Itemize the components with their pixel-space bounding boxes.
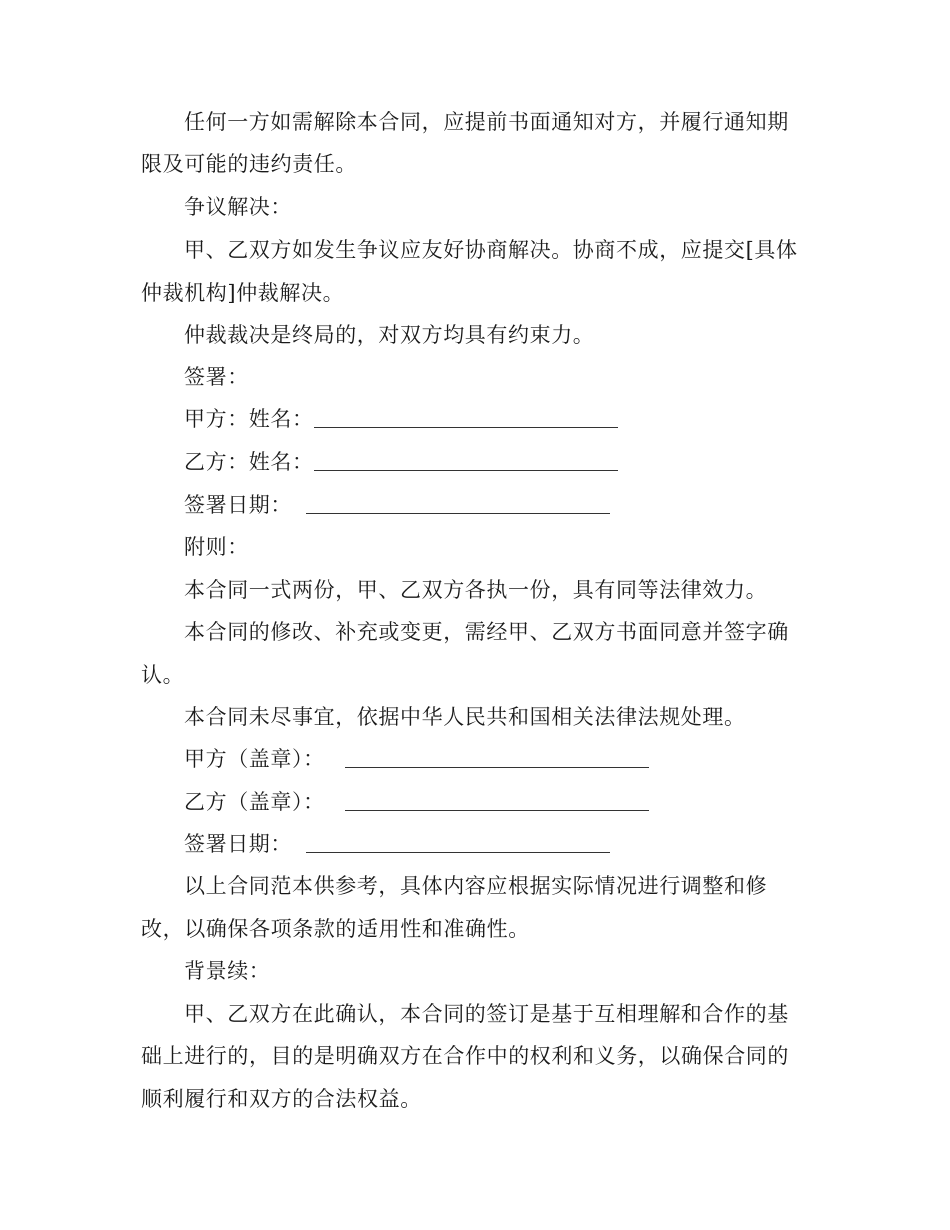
party-b-seal-label: 乙方（盖章）： xyxy=(184,790,325,814)
party-a-seal-row xyxy=(184,738,649,780)
amendment-line-2: 认。 xyxy=(141,663,185,687)
background-line-3: 顺利履行和双方的合法权益。 xyxy=(141,1087,422,1111)
termination-line-2: 限及可能的违约责任。 xyxy=(141,152,357,176)
sign-date-blank-1 xyxy=(306,512,610,514)
party-b-seal-row xyxy=(184,781,649,823)
amendment-line-1: 本合同的修改、补充或变更，需经甲、乙双方书面同意并签字确 xyxy=(184,620,789,644)
appendix-heading: 附则： xyxy=(184,535,249,559)
party-a-seal-blank xyxy=(345,766,649,768)
background-line-2: 础上进行的，目的是明确双方在合作中的权利和义务，以确保合同的 xyxy=(141,1044,789,1068)
background-heading: 背景续： xyxy=(184,959,271,983)
dispute-heading: 争议解决： xyxy=(184,195,292,219)
dispute-line-2: 仲裁机构]仲裁解决。 xyxy=(141,281,345,305)
sign-date-blank-2 xyxy=(306,851,610,853)
party-b-name-blank xyxy=(314,469,618,471)
sign-date-row-2 xyxy=(184,823,610,865)
sign-date-label-2: 签署日期： xyxy=(184,832,292,856)
termination-line-1: 任何一方如需解除本合同，应提前书面通知对方，并履行通知期 xyxy=(184,110,789,134)
party-a-name-row xyxy=(184,398,618,440)
signing-heading: 签署： xyxy=(184,365,249,389)
copies-clause: 本合同一式两份，甲、乙双方各执一份，具有同等法律效力。 xyxy=(184,578,768,602)
unresolved-clause: 本合同未尽事宜，依据中华人民共和国相关法律法规处理。 xyxy=(184,705,746,729)
reference-note-line-2: 改，以确保各项条款的适用性和准确性。 xyxy=(141,917,530,941)
party-a-name-label: 甲方：姓名： xyxy=(184,407,314,431)
sign-date-row-1 xyxy=(184,484,610,526)
party-b-seal-blank xyxy=(345,809,649,811)
background-line-1: 甲、乙双方在此确认，本合同的签订是基于互相理解和合作的基 xyxy=(184,1002,789,1026)
sign-date-label-1: 签署日期： xyxy=(184,493,292,517)
party-b-name-label: 乙方：姓名： xyxy=(184,450,314,474)
party-b-name-row xyxy=(184,441,618,483)
party-a-name-blank xyxy=(314,426,618,428)
arbitration-final-clause: 仲裁裁决是终局的，对双方均具有约束力。 xyxy=(184,323,595,347)
dispute-line-1: 甲、乙双方如发生争议应友好协商解决。协商不成，应提交[具体 xyxy=(184,238,798,262)
party-a-seal-label: 甲方（盖章）： xyxy=(184,747,325,771)
reference-note-line-1: 以上合同范本供参考，具体内容应根据实际情况进行调整和修 xyxy=(184,874,768,898)
